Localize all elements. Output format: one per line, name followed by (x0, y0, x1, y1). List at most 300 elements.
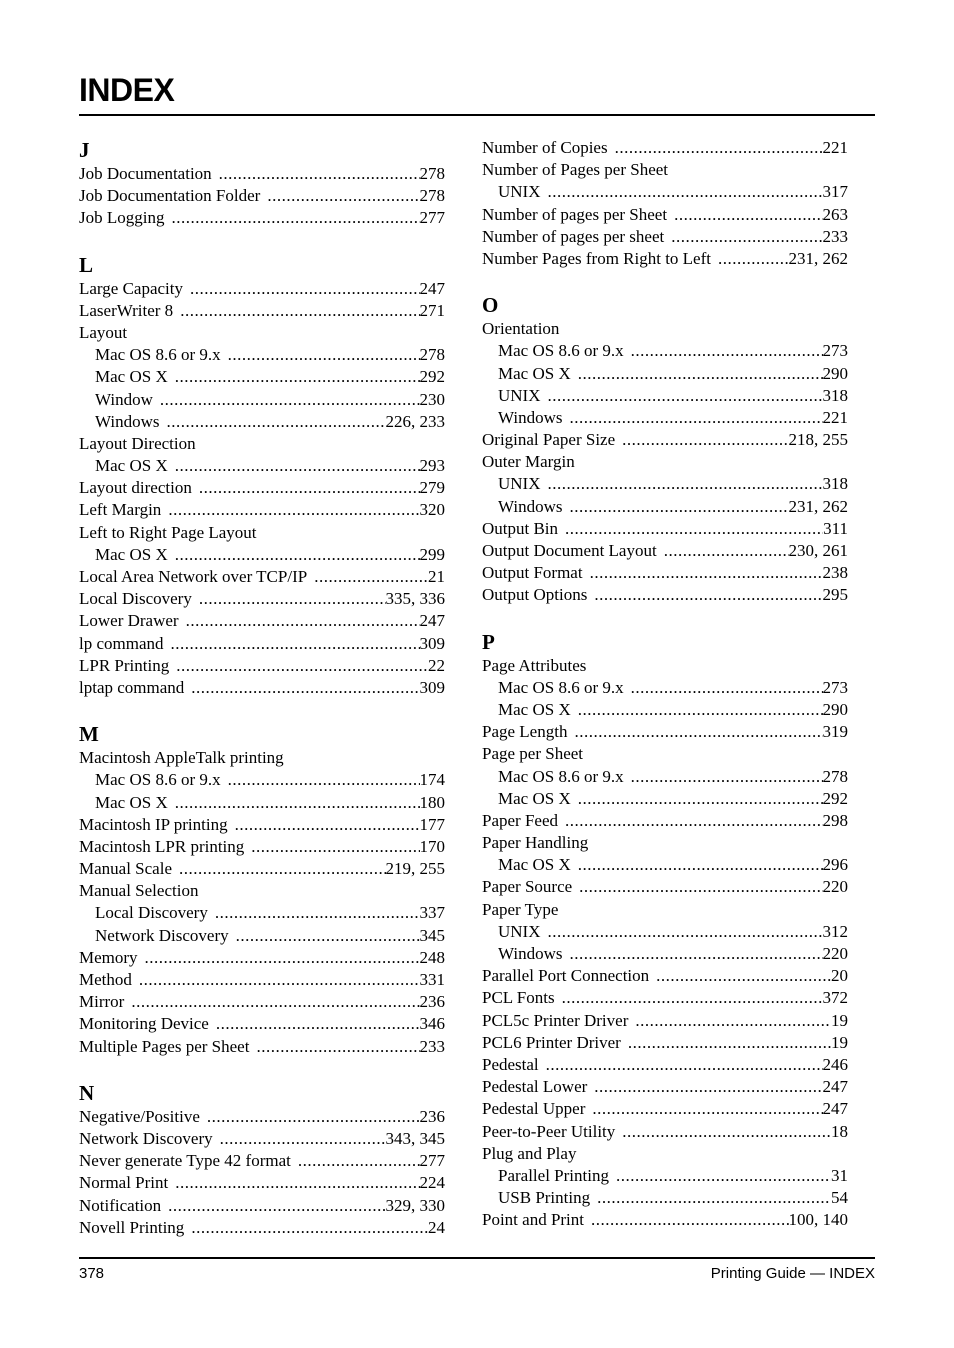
index-subentry (482, 677, 848, 699)
entry-term: PCL Fonts (482, 988, 555, 1008)
dot-leader (590, 1187, 831, 1209)
entry-page-numbers: 295 (822, 585, 848, 605)
index-entry (482, 1054, 848, 1076)
index-entry (79, 969, 445, 991)
entry-term: PCL5c Printer Driver (482, 1010, 629, 1030)
dot-leader (657, 540, 789, 562)
entry-page-numbers: 230, 261 (788, 541, 848, 560)
entry-term: Normal Print (79, 1173, 169, 1193)
section-letter: O (482, 293, 499, 318)
entry-term: Page Attributes (482, 655, 587, 675)
entry-page-numbers: 290 (822, 699, 848, 719)
entry-term: Original Paper Size (482, 430, 616, 450)
entry-term: UNIX (498, 182, 541, 202)
entry-page-numbers: 278 (419, 186, 445, 206)
entry-term: Windows (95, 411, 160, 431)
entry-term: Output Document Layout (482, 541, 657, 560)
entry-page-numbers: 20 (831, 966, 848, 986)
entry-term: Manual Selection (79, 881, 199, 901)
entry-page-numbers: 320 (419, 500, 445, 520)
page-title: INDEX (79, 72, 175, 108)
entry-term: Windows (498, 944, 563, 963)
entry-term: Page per Sheet (482, 744, 584, 764)
index-entry (482, 655, 848, 677)
index-entry (79, 814, 445, 836)
dot-leader (213, 1128, 386, 1150)
index-entry (482, 1209, 848, 1231)
entry-page-numbers: 226, 233 (385, 411, 445, 431)
dot-leader (192, 477, 420, 499)
section-letter: N (79, 1080, 95, 1105)
index-entry (482, 1076, 848, 1098)
entry-term: Output Format (482, 563, 583, 583)
entry-page-numbers: 219, 255 (385, 859, 445, 879)
dot-leader (168, 792, 420, 814)
entry-term: Point and Print (482, 1210, 585, 1230)
entry-page-numbers: 278 (822, 766, 848, 786)
dot-leader (541, 181, 823, 203)
dot-leader (291, 1150, 420, 1172)
entry-term: Windows (498, 496, 563, 516)
index-section-p (482, 629, 848, 1232)
dot-leader (132, 969, 420, 991)
dot-leader (183, 278, 419, 300)
entry-term: Page Length (482, 722, 568, 742)
entry-page-numbers: 329, 330 (385, 1195, 445, 1215)
dot-leader (168, 455, 420, 477)
index-entry (79, 991, 445, 1013)
index-entry (482, 1032, 848, 1054)
entry-page-numbers: 21 (428, 567, 445, 586)
entry-term: Never generate Type 42 format (79, 1151, 291, 1171)
entry-term: Mac OS X (498, 855, 571, 875)
index-entry (482, 1143, 848, 1165)
section-letter: J (79, 138, 90, 162)
dot-leader (208, 902, 420, 924)
index-section-j (79, 137, 445, 230)
entry-term: Network Discovery (95, 925, 229, 945)
index-entry (482, 248, 848, 270)
entry-term: Monitoring Device (79, 1014, 209, 1034)
index-entry (79, 947, 445, 969)
entry-page-numbers: 218, 255 (788, 430, 848, 450)
index-entry (79, 858, 445, 880)
entry-page-numbers: 221 (822, 407, 848, 427)
entry-page-numbers: 236 (419, 1106, 445, 1126)
dot-leader (200, 1106, 420, 1128)
entry-term: Mac OS X (95, 367, 168, 387)
index-subentry (482, 407, 848, 429)
dot-leader (584, 1209, 788, 1231)
entry-term: Lower Drawer (79, 611, 179, 631)
index-entry (482, 1010, 848, 1032)
dot-leader (555, 987, 823, 1009)
dot-leader (572, 876, 822, 898)
index-entry (79, 1128, 445, 1150)
entry-term: Windows (498, 407, 563, 427)
index-entry (482, 1121, 848, 1143)
index-entry (79, 880, 445, 902)
header-rule (79, 114, 875, 116)
entry-term: Memory (79, 947, 138, 967)
entry-page-numbers: 346 (419, 1014, 445, 1034)
entry-term: Number of Copies (482, 138, 608, 157)
index-subentry (79, 769, 445, 791)
entry-term: PCL6 Printer Driver (482, 1032, 621, 1052)
dot-leader (260, 185, 419, 207)
index-subentry (482, 699, 848, 721)
index-subentry (79, 544, 445, 566)
index-entry (482, 540, 848, 562)
entry-term: Orientation (482, 319, 560, 339)
index-subentry (79, 902, 445, 924)
entry-term: USB Printing (498, 1188, 591, 1208)
entry-page-numbers: 220 (822, 944, 848, 963)
entry-page-numbers: 247 (419, 278, 445, 298)
entry-page-numbers: 180 (419, 792, 445, 812)
entry-term: Paper Feed (482, 810, 559, 830)
entry-term: Parallel Printing (498, 1165, 609, 1185)
dot-leader (621, 1032, 831, 1054)
dot-leader (168, 1172, 419, 1194)
dot-leader (624, 677, 823, 699)
entry-term: Parallel Port Connection (482, 966, 650, 986)
index-section-m (79, 721, 445, 1058)
entry-page-numbers: 335, 336 (385, 589, 445, 609)
dot-leader (583, 562, 823, 584)
entry-page-numbers: 18 (831, 1121, 848, 1141)
dot-leader (138, 947, 420, 969)
entry-page-numbers: 293 (419, 456, 445, 476)
entry-term: Mac OS X (95, 456, 168, 476)
index-subentry (79, 344, 445, 366)
index-subentry (482, 766, 848, 788)
dot-leader (221, 769, 420, 791)
dot-leader (539, 1054, 823, 1076)
dot-leader (249, 1036, 419, 1058)
index-subentry (79, 925, 445, 947)
dot-leader (571, 699, 823, 721)
entry-page-numbers: 273 (822, 677, 848, 697)
dot-leader (587, 1076, 822, 1098)
entry-page-numbers: 22 (428, 655, 445, 675)
index-entry (79, 1150, 445, 1172)
entry-term: Network Discovery (79, 1128, 213, 1148)
entry-page-numbers: 290 (822, 363, 848, 383)
dot-leader (649, 965, 831, 987)
dot-leader (229, 925, 420, 947)
entry-page-numbers: 331 (419, 970, 445, 989)
entry-term: Mac OS X (498, 699, 571, 719)
entry-term: Large Capacity (79, 278, 184, 298)
entry-term: Paper Handling (482, 833, 589, 853)
index-column-right (482, 137, 848, 1253)
dot-leader (541, 385, 823, 407)
entry-page-numbers: 318 (822, 385, 848, 405)
dot-leader (212, 163, 420, 185)
index-entry (79, 185, 445, 207)
entry-term: Paper Type (482, 899, 559, 919)
dot-leader (558, 518, 823, 540)
index-subentry (482, 340, 848, 362)
dot-leader (562, 496, 788, 518)
entry-page-numbers: 230 (419, 389, 445, 409)
entry-page-numbers: 100, 140 (788, 1210, 848, 1230)
entry-page-numbers: 292 (822, 788, 848, 808)
entry-term: Local Discovery (79, 589, 192, 609)
index-entry (482, 518, 848, 540)
index-entry (482, 318, 848, 340)
index-subentry (482, 181, 848, 203)
index-subentry (482, 385, 848, 407)
entry-term: Number of pages per sheet (482, 226, 665, 246)
dot-leader (124, 991, 419, 1013)
dot-leader (562, 407, 822, 429)
entry-page-numbers: 372 (822, 988, 848, 1008)
index-entry (482, 743, 848, 765)
entry-page-numbers: 247 (822, 1099, 848, 1119)
dot-leader (562, 943, 822, 965)
entry-term: Novell Printing (79, 1217, 185, 1237)
entry-page-numbers: 231, 262 (788, 248, 848, 268)
dot-leader (628, 1010, 831, 1032)
index-subentry (79, 455, 445, 477)
entry-page-numbers: 318 (822, 474, 848, 494)
entry-page-numbers: 247 (822, 1077, 848, 1097)
index-entry (79, 836, 445, 858)
entry-term: Left to Right Page Layout (79, 522, 257, 542)
entry-page-numbers: 343, 345 (385, 1128, 445, 1148)
entry-term: UNIX (498, 385, 541, 405)
entry-page-numbers: 224 (419, 1173, 445, 1193)
entry-page-numbers: 170 (419, 836, 445, 856)
index-entry (482, 832, 848, 854)
entry-page-numbers: 271 (419, 300, 445, 320)
dot-leader (609, 1165, 831, 1187)
dot-leader (221, 344, 420, 366)
entry-page-numbers: 317 (822, 182, 848, 202)
entry-term: Mirror (79, 992, 125, 1012)
index-entry (79, 499, 445, 521)
entry-term: Job Documentation (79, 164, 212, 183)
entry-term: Output Bin (482, 518, 559, 538)
entry-page-numbers: 19 (831, 1010, 848, 1030)
dot-leader (571, 363, 823, 385)
index-entry (79, 633, 445, 655)
entry-term: Output Options (482, 585, 588, 605)
entry-page-numbers: 54 (831, 1188, 848, 1208)
index-subentry (79, 366, 445, 388)
entry-page-numbers: 246 (822, 1054, 848, 1074)
index-entry (79, 747, 445, 769)
entry-term: Manual Scale (79, 859, 172, 879)
entry-term: Peer-to-Peer Utility (482, 1121, 616, 1141)
dot-leader (164, 633, 420, 655)
dot-leader (173, 300, 419, 322)
index-subentry (482, 1187, 848, 1209)
index-entry (482, 721, 848, 743)
index-entry (482, 137, 848, 159)
dot-leader (711, 248, 789, 270)
entry-term: Mac OS 8.6 or 9.x (498, 677, 624, 697)
entry-term: Mac OS X (95, 792, 168, 812)
entry-page-numbers: 277 (419, 1151, 445, 1171)
dot-leader (172, 858, 386, 880)
entry-page-numbers: 309 (419, 633, 445, 653)
dot-leader (161, 499, 419, 521)
index-subentry (482, 943, 848, 965)
dot-leader (558, 810, 822, 832)
index-subentry (482, 921, 848, 943)
entry-term: Job Documentation Folder (79, 186, 261, 206)
dot-leader (244, 836, 419, 858)
dot-leader (667, 204, 822, 226)
index-entry (482, 810, 848, 832)
entry-term: Pedestal Upper (482, 1099, 586, 1119)
entry-page-numbers: 312 (822, 921, 848, 941)
page-number: 378 (79, 1265, 105, 1282)
index-entry (482, 965, 848, 987)
entry-term: Pedestal (482, 1054, 539, 1074)
dot-leader (161, 1195, 385, 1217)
entry-page-numbers: 296 (822, 855, 848, 875)
index-section-o (482, 292, 848, 606)
dot-leader (571, 854, 823, 876)
entry-page-numbers: 279 (419, 478, 445, 498)
index-subentry (482, 363, 848, 385)
section-letter: M (79, 722, 99, 747)
index-entry (79, 322, 445, 344)
entry-page-numbers: 299 (419, 544, 445, 564)
entry-page-numbers: 233 (822, 226, 848, 246)
dot-leader (184, 1217, 428, 1239)
index-entry (79, 1106, 445, 1128)
entry-term: Number of Pages per Sheet (482, 160, 669, 180)
entry-page-numbers: 221 (822, 138, 848, 157)
index-entry (482, 562, 848, 584)
entry-term: LaserWriter 8 (79, 300, 174, 320)
entry-term: Layout (79, 322, 128, 342)
entry-term: Layout Direction (79, 433, 196, 453)
entry-page-numbers: 247 (419, 611, 445, 631)
entry-page-numbers: 263 (822, 204, 848, 224)
index-entry (79, 433, 445, 455)
index-section-n (79, 1080, 445, 1239)
entry-term: Macintosh IP printing (79, 814, 228, 834)
index-entry (482, 876, 848, 898)
entry-page-numbers: 309 (419, 677, 445, 697)
entry-term: Job Logging (79, 208, 165, 228)
entry-page-numbers: 298 (822, 810, 848, 830)
dot-leader (159, 411, 385, 433)
index-entry (79, 1195, 445, 1217)
index-subentry (79, 389, 445, 411)
index-entry (482, 429, 848, 451)
entry-page-numbers: 319 (822, 722, 848, 742)
index-entry (79, 610, 445, 632)
entry-page-numbers: 311 (823, 518, 848, 538)
index-entry (79, 1172, 445, 1194)
entry-page-numbers: 177 (419, 814, 445, 834)
entry-term: Mac OS 8.6 or 9.x (498, 766, 624, 786)
index-subentry (482, 788, 848, 810)
entry-term: lp command (79, 633, 164, 653)
index-entry (79, 163, 445, 185)
entry-term: Mac OS 8.6 or 9.x (95, 770, 221, 790)
dot-leader (567, 721, 822, 743)
index-subentry (482, 473, 848, 495)
dot-leader (585, 1098, 822, 1120)
entry-page-numbers: 31 (831, 1165, 848, 1185)
index-subentry (482, 1165, 848, 1187)
index-entry (79, 300, 445, 322)
index-entry (482, 987, 848, 1009)
entry-page-numbers: 19 (831, 1032, 848, 1052)
dot-leader (209, 1013, 420, 1035)
entry-term: Macintosh AppleTalk printing (79, 748, 284, 768)
entry-term: Method (79, 970, 132, 989)
entry-term: UNIX (498, 474, 541, 494)
entry-page-numbers: 236 (419, 992, 445, 1012)
entry-page-numbers: 231, 262 (788, 496, 848, 516)
entry-term: Number Pages from Right to Left (482, 248, 711, 268)
dot-leader (228, 814, 420, 836)
entry-term: Window (95, 389, 153, 409)
index-section-continued (482, 137, 848, 270)
index-entry (79, 1036, 445, 1058)
entry-term: Plug and Play (482, 1143, 577, 1163)
dot-leader (153, 389, 420, 411)
entry-term: Paper Source (482, 877, 573, 897)
entry-page-numbers: 248 (419, 947, 445, 967)
dot-leader (615, 429, 788, 451)
entry-page-numbers: 277 (419, 208, 445, 228)
entry-term: Negative/Positive (79, 1106, 200, 1126)
entry-term: Local Area Network over TCP/IP (79, 567, 308, 586)
index-section-l (79, 252, 445, 700)
entry-page-numbers: 174 (419, 770, 445, 790)
entry-term: Macintosh LPR printing (79, 836, 245, 856)
entry-page-numbers: 292 (419, 367, 445, 387)
dot-leader (307, 566, 428, 588)
entry-page-numbers: 238 (822, 563, 848, 583)
entry-page-numbers: 278 (419, 345, 445, 365)
index-entry (79, 207, 445, 229)
dot-leader (541, 921, 823, 943)
entry-term: Notification (79, 1195, 162, 1215)
entry-term: Multiple Pages per Sheet (79, 1036, 250, 1056)
entry-page-numbers: 278 (419, 164, 445, 183)
dot-leader (571, 788, 823, 810)
index-entry (79, 477, 445, 499)
index-entry (482, 451, 848, 473)
dot-leader (664, 226, 822, 248)
dot-leader (168, 366, 420, 388)
entry-term: Outer Margin (482, 452, 575, 472)
entry-term: LPR Printing (79, 655, 170, 675)
dot-leader (164, 207, 419, 229)
index-entry (79, 677, 445, 699)
index-entry (79, 278, 445, 300)
entry-page-numbers: 273 (822, 341, 848, 361)
entry-page-numbers: 24 (428, 1217, 445, 1237)
footer-rule (79, 1257, 875, 1259)
index-subentry (79, 411, 445, 433)
dot-leader (184, 677, 419, 699)
index-entry (482, 1098, 848, 1120)
dot-leader (192, 588, 386, 610)
dot-leader (615, 1121, 831, 1143)
